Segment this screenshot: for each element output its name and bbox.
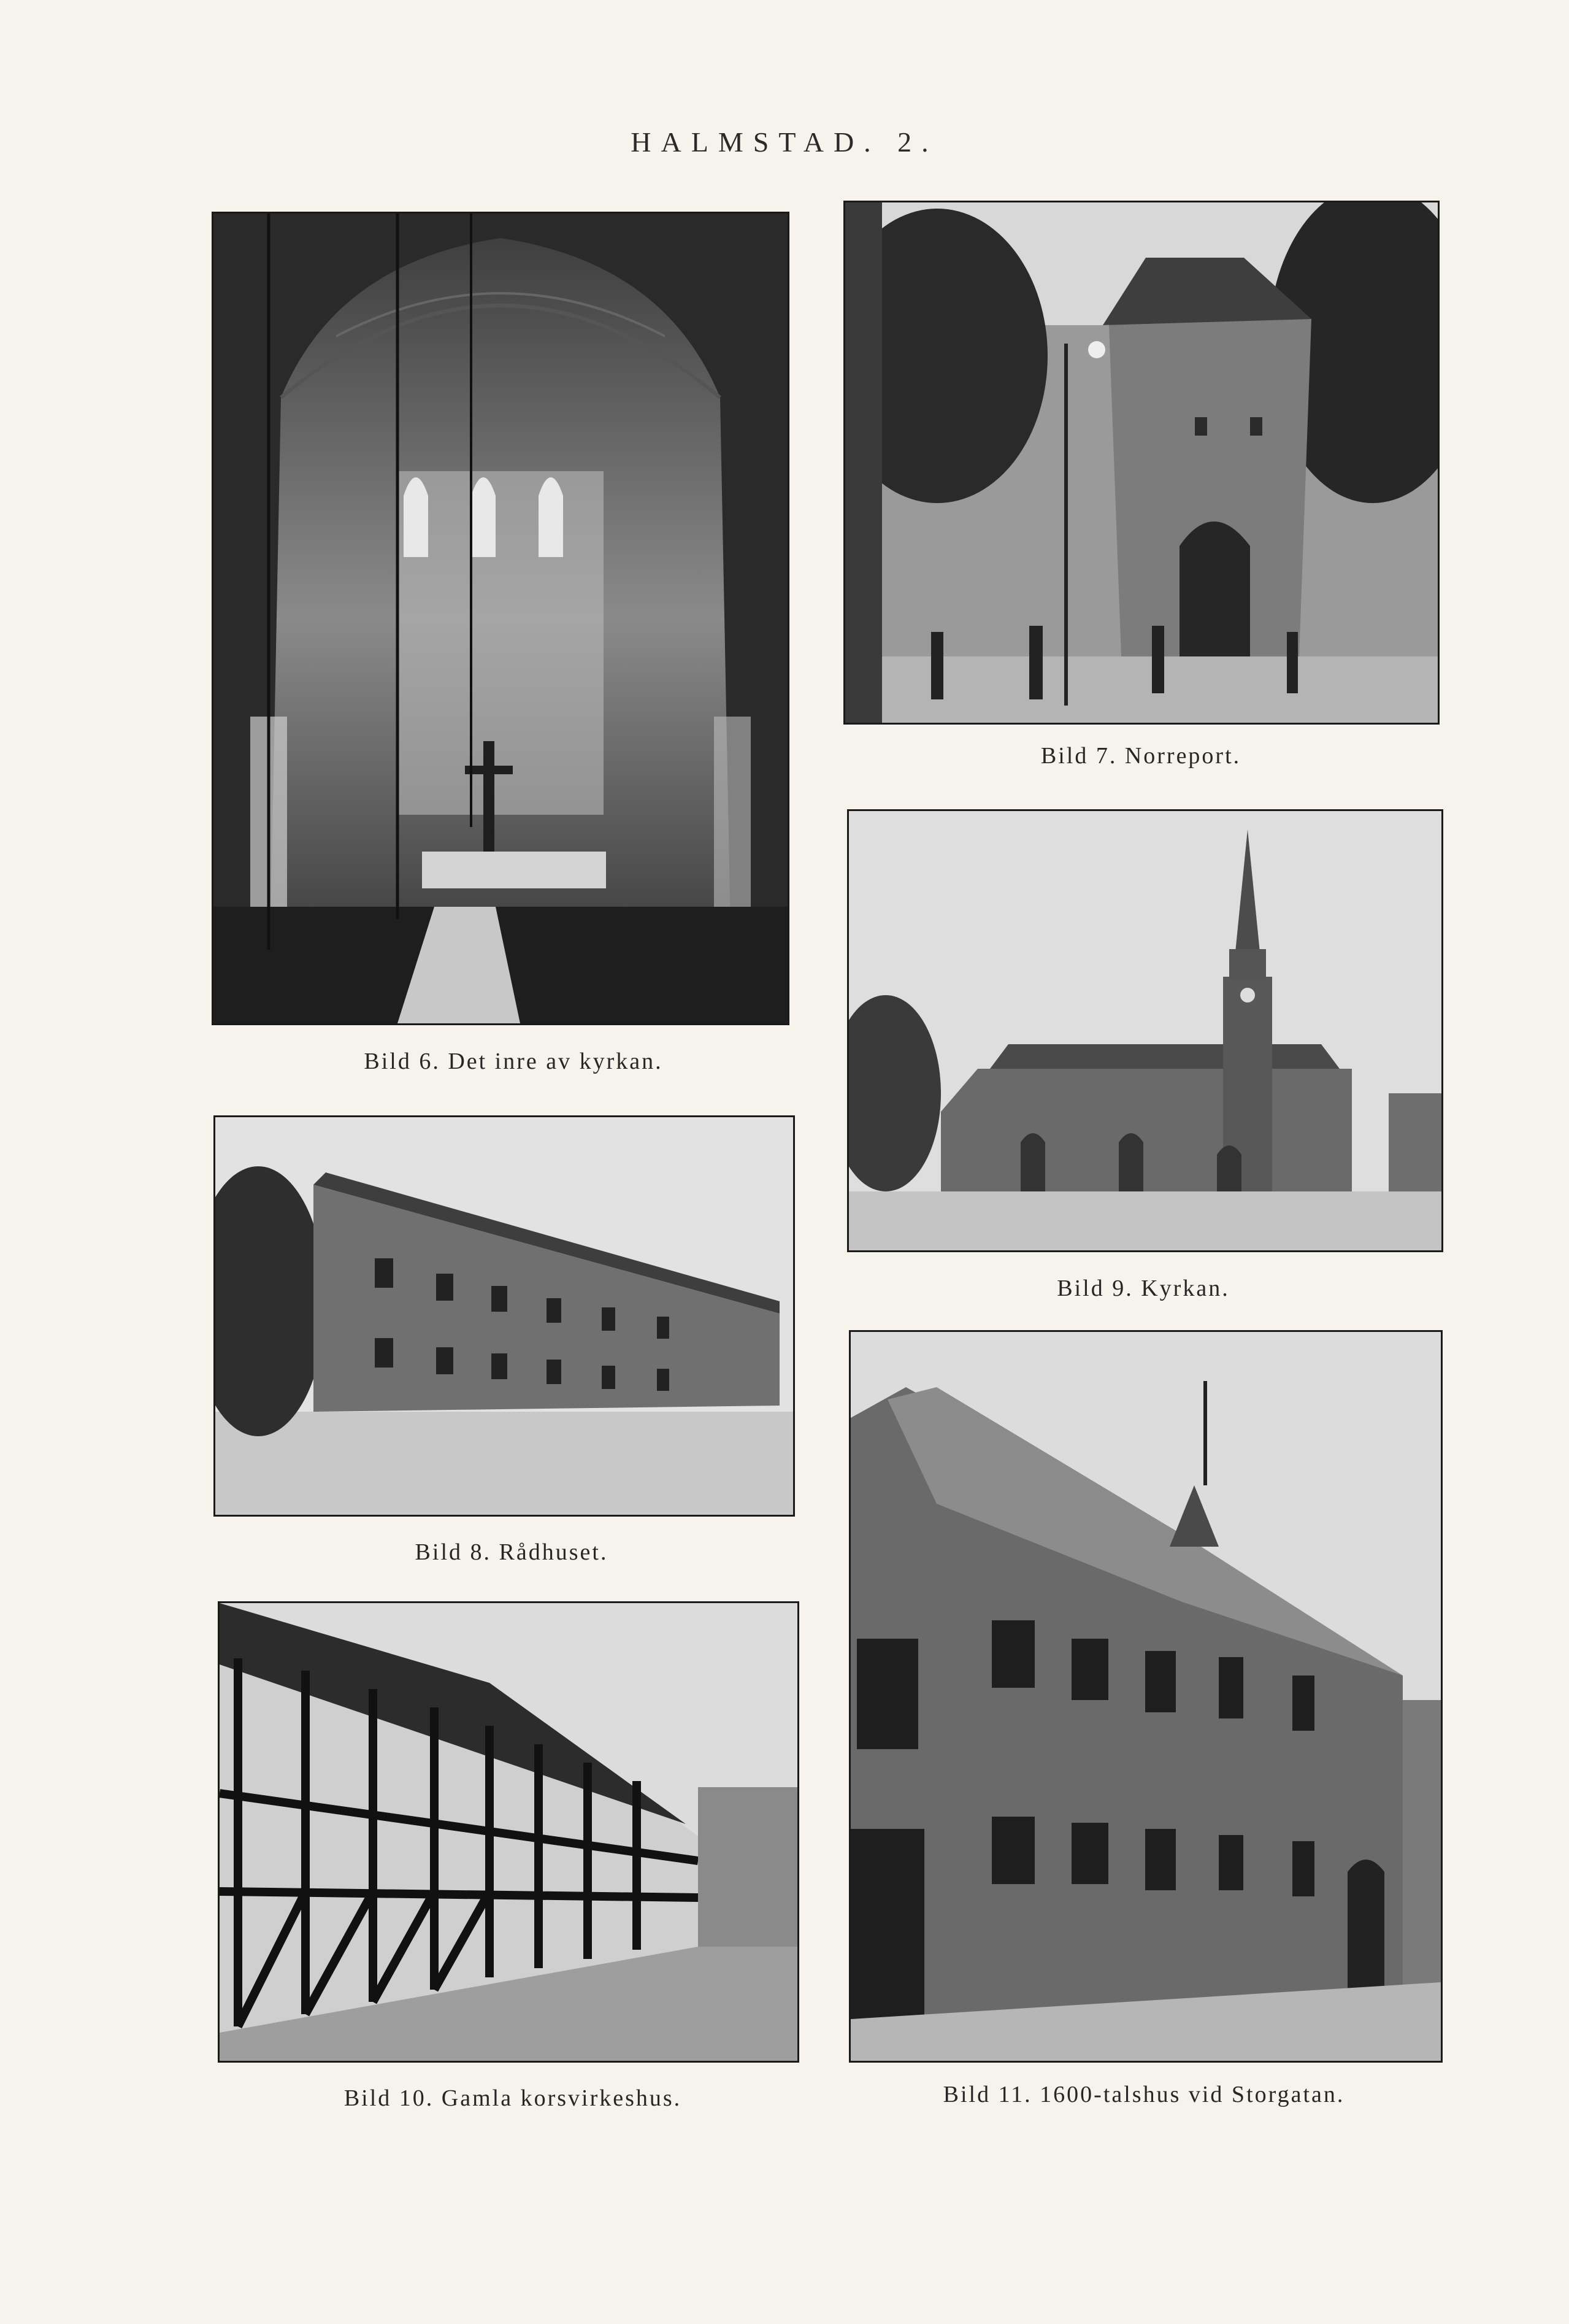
photo-half-timbered-houses [218,1601,799,2063]
photo-norreport [843,201,1440,725]
caption-bild-7: Bild 7. Norreport. [1040,743,1241,769]
photo-town-hall [213,1115,795,1517]
page-title: HALMSTAD. 2. [631,126,938,158]
caption-bild-9: Bild 9. Kyrkan. [1057,1276,1230,1301]
caption-bild-11: Bild 11. 1600-talshus vid Storgatan. [943,2082,1345,2107]
caption-bild-8: Bild 8. Rådhuset. [415,1539,608,1565]
photo-church-interior [212,212,789,1025]
caption-bild-6: Bild 6. Det inre av kyrkan. [364,1048,663,1074]
photo-church-exterior [847,809,1443,1252]
caption-bild-10: Bild 10. Gamla korsvirkeshus. [343,2085,682,2111]
photo-17th-century-house [849,1330,1443,2063]
